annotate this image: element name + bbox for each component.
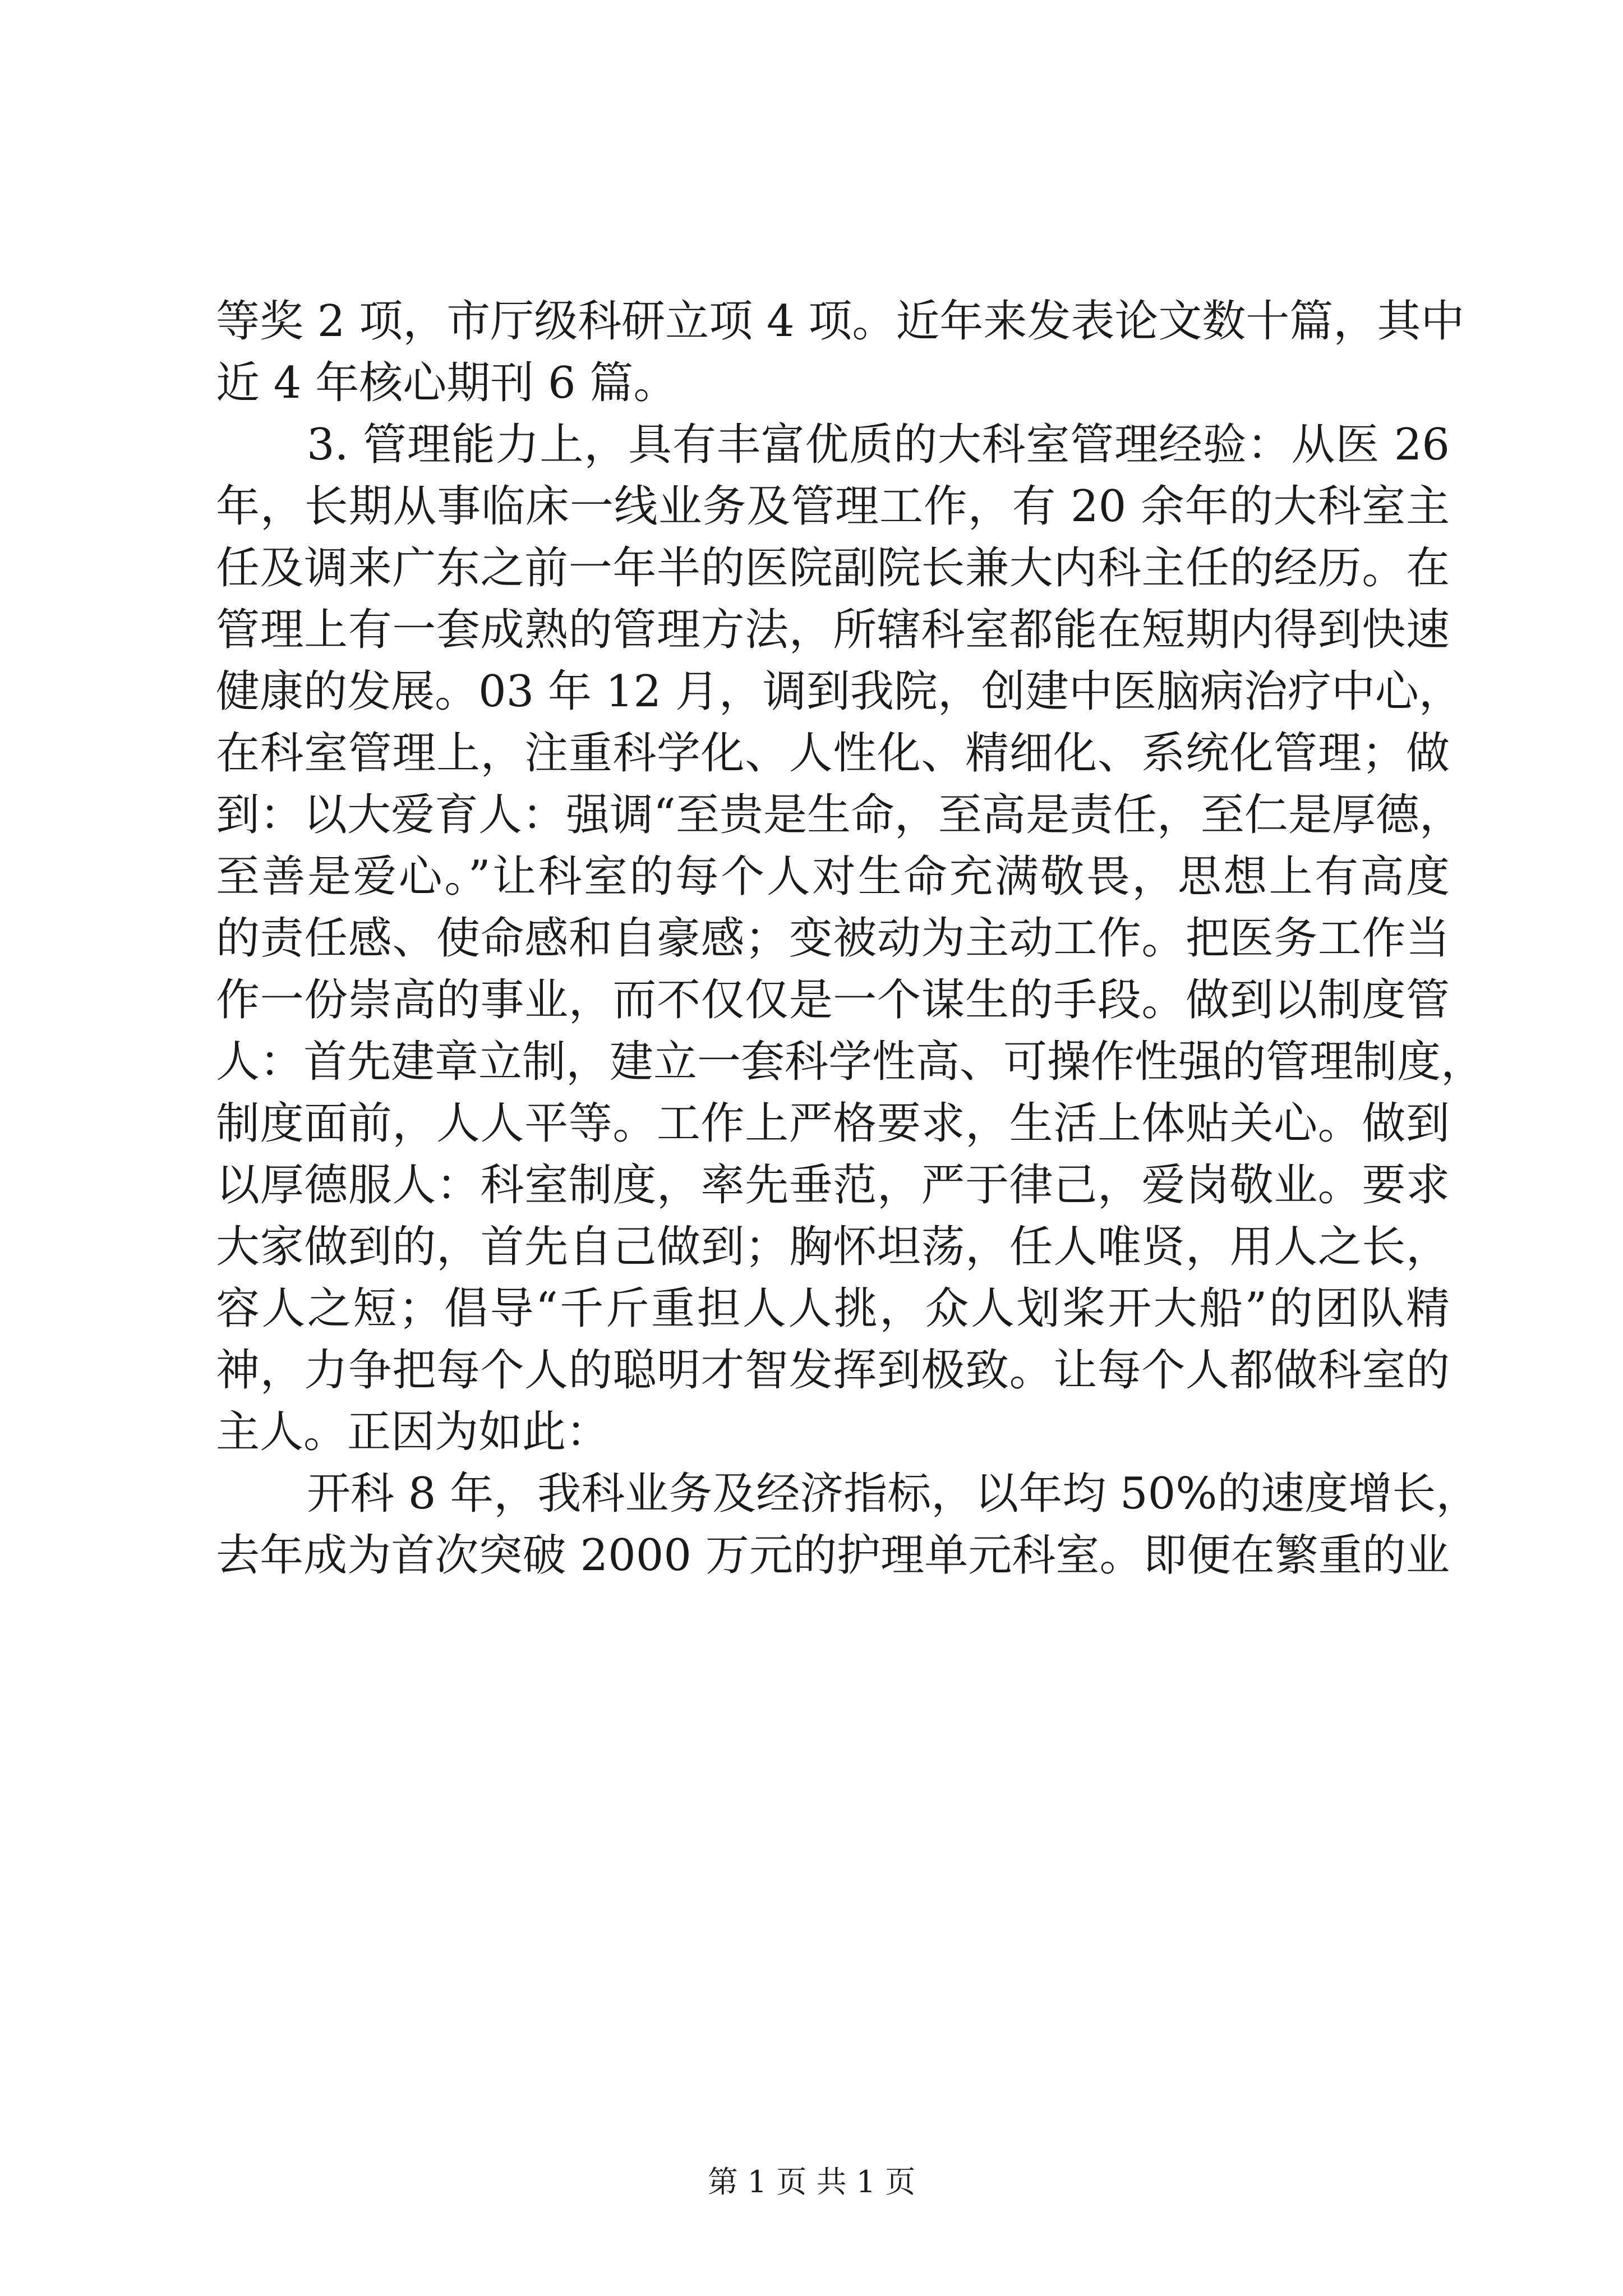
text-line-6: 管理上有一套成熟的管理方法，所辖科室都能在短期内得到快速 (216, 605, 1450, 655)
text-line-12: 作一份崇高的事业，而不仅仅是一个谋生的手段。做到以制度管 (216, 975, 1450, 1025)
text-line-10: 至善是爱心。”让科室的每个人对生命充满敬畏，思想上有高度 (216, 852, 1450, 902)
text-line-15: 以厚德服人：科室制度，率先垂范，严于律己，爱岗敬业。要求 (216, 1160, 1450, 1211)
text-line-14: 制度面前，人人平等。工作上严格要求，生活上体贴关心。做到 (216, 1098, 1450, 1149)
text-line-19: 主人。正因为如此： (216, 1407, 610, 1457)
text-line-7: 健康的发展。03 年 12 月，调到我院，创建中医脑病治疗中心， (216, 666, 1463, 717)
text-line-9: 到：以大爱育人：强调“至贵是生命，至高是责任，至仁是厚德， (216, 790, 1463, 840)
text-line-4: 年，长期从事临床一线业务及管理工作，有 20 余年的大科室主 (216, 481, 1450, 532)
text-line-20: 开科 8 年，我科业务及经济指标，以年均 50%的速度增长， (307, 1469, 1480, 1519)
text-line-1: 等奖 2 项，市厅级科研立项 4 项。近年来发表论文数十篇，其中 (216, 296, 1465, 347)
text-line-2: 近 4 年核心期刊 6 篇。 (216, 358, 677, 408)
text-line-8: 在科室管理上，注重科学化、人性化、精细化、系统化管理；做 (216, 728, 1450, 779)
page-footer: 第 1 页 共 1 页 (707, 2164, 916, 2200)
text-line-3: 3. 管理能力上，具有丰富优质的大科室管理经验：从医 26 (307, 420, 1450, 470)
text-line-18: 神，力争把每个人的聪明才智发挥到极致。让每个人都做科室的 (216, 1345, 1450, 1396)
document-body (216, 291, 1485, 1586)
text-line-13: 人：首先建章立制，建立一套科学性高、可操作性强的管理制度， (216, 1037, 1485, 1087)
text-line-5: 任及调来广东之前一年半的医院副院长兼大内科主任的经历。在 (216, 543, 1450, 593)
text-line-16: 大家做到的，首先自己做到；胸怀坦荡，任人唯贤，用人之长， (216, 1222, 1450, 1272)
text-line-21: 去年成为首次突破 2000 万元的护理单元科室。即便在繁重的业 (216, 1530, 1450, 1581)
text-line-11: 的责任感、使命感和自豪感；变被动为主动工作。把医务工作当 (216, 913, 1450, 964)
text-line-17: 容人之短；倡导“千斤重担人人挑，众人划桨开大船”的团队精 (216, 1283, 1450, 1334)
